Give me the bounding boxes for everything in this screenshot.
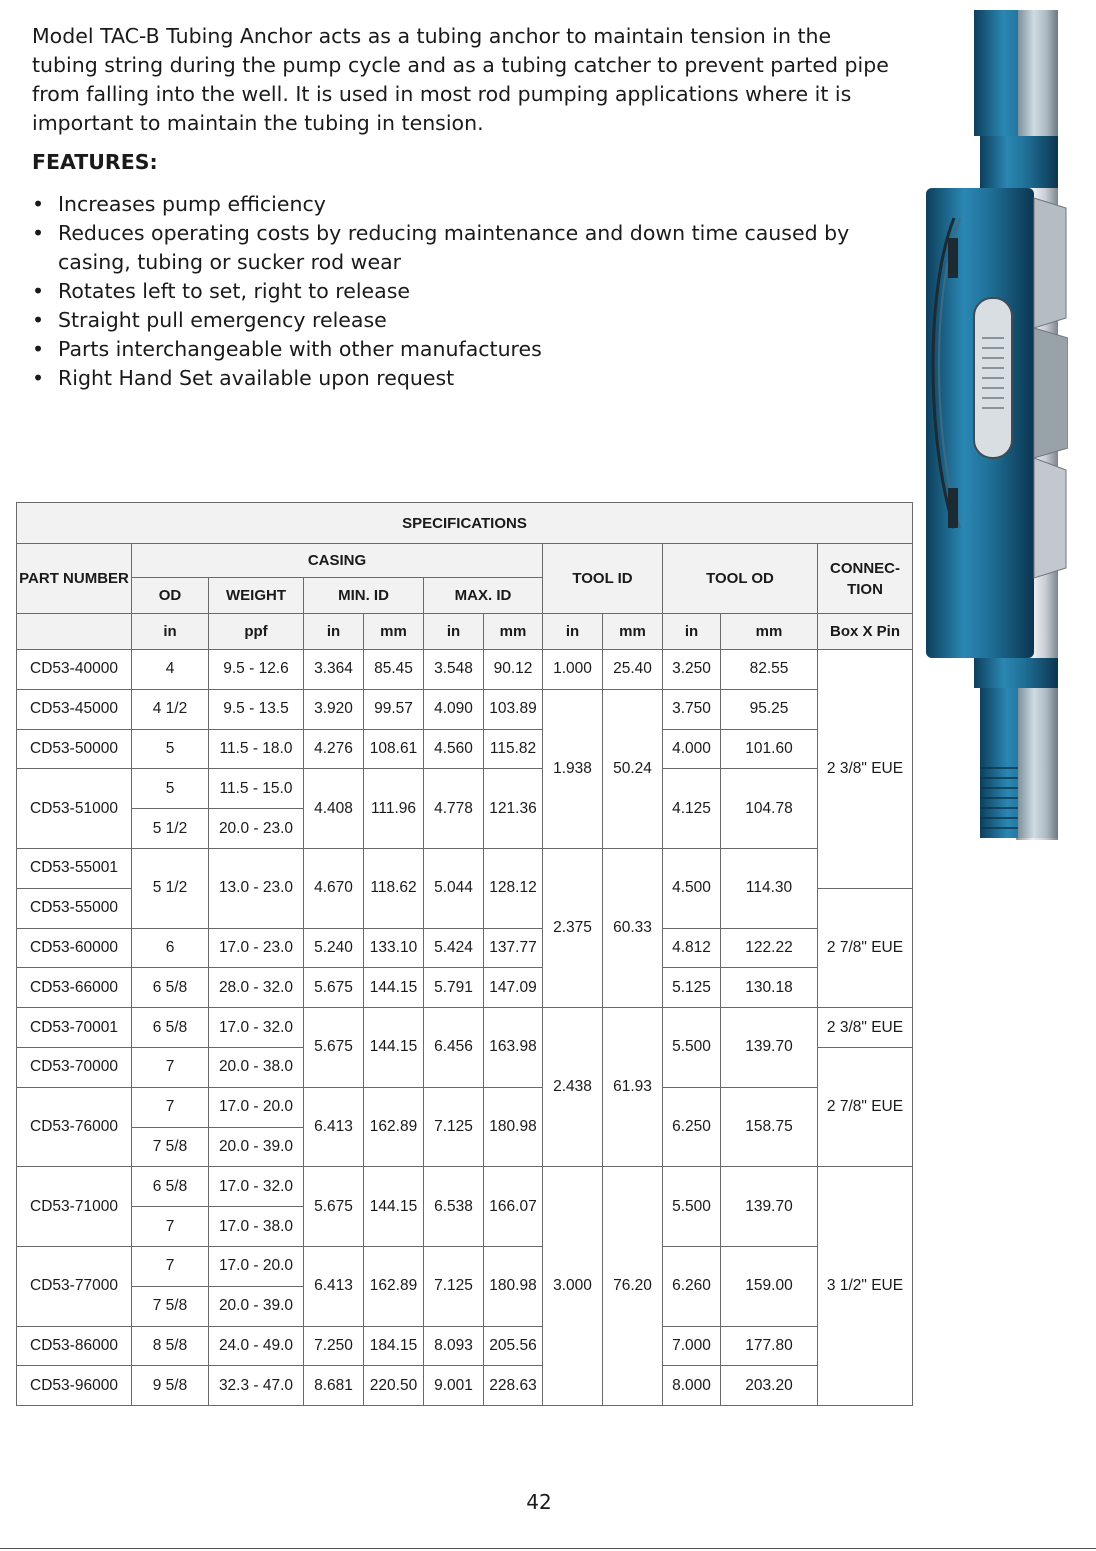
od-header: OD: [132, 578, 209, 614]
unit-connection: Box X Pin: [818, 614, 913, 650]
slip-lower: [1034, 458, 1066, 578]
table-row: [17, 769, 913, 809]
weight-cell: 13.0 - 23.0: [209, 848, 304, 928]
bullet-icon: •: [32, 308, 45, 332]
tool-od-mm-cell: 139.70: [721, 1008, 818, 1088]
min-id-header: MIN. ID: [304, 578, 424, 614]
min-id-mm-cell: 162.89: [364, 1087, 424, 1167]
max-id-in-cell: 4.778: [424, 769, 484, 849]
part-number-cell: CD53-96000: [17, 1366, 132, 1406]
weight-header: WEIGHT: [209, 578, 304, 614]
part-number-cell: CD53-40000: [17, 650, 132, 690]
min-id-mm-cell: 144.15: [364, 968, 424, 1008]
feature-item: [32, 190, 892, 219]
min-id-mm-cell: 144.15: [364, 1167, 424, 1247]
weight-cell: 17.0 - 23.0: [209, 928, 304, 968]
feature-text: Rotates left to set, right to release: [58, 279, 411, 303]
unit-tool-od-mm: mm: [721, 614, 818, 650]
unit-tool-od-in: in: [663, 614, 721, 650]
od-cell: 6 5/8: [132, 968, 209, 1008]
min-id-in-cell: 3.920: [304, 689, 364, 729]
intro-paragraph: Model TAC-B Tubing Anchor acts as a tubing anchor to maintain tension in the tubing string during the pump cycle and as a tubing catcher to prevent parted pipe from falling into the well. It is used in most rod pumping applications where it is important to maintain the tubing in tension.: [32, 24, 889, 135]
weight-cell: 20.0 - 23.0: [209, 809, 304, 849]
max-id-mm-cell: 147.09: [484, 968, 543, 1008]
weight-cell: 17.0 - 20.0: [209, 1246, 304, 1286]
part-number-cell: CD53-51000: [17, 769, 132, 849]
od-cell: 5: [132, 769, 209, 809]
table-title: SPECIFICATIONS: [17, 503, 913, 544]
tool-od-in-cell: 3.250: [663, 650, 721, 690]
max-id-in-cell: 4.090: [424, 689, 484, 729]
od-cell: 7 5/8: [132, 1286, 209, 1326]
part-number-cell: CD53-70000: [17, 1047, 132, 1087]
min-id-mm-cell: 108.61: [364, 729, 424, 769]
tool-id-header: TOOL ID: [543, 544, 663, 614]
tool-od-mm-cell: 203.20: [721, 1366, 818, 1406]
tool-od-header: TOOL OD: [663, 544, 818, 614]
bullet-icon: •: [32, 366, 45, 390]
weight-cell: 9.5 - 12.6: [209, 650, 304, 690]
bullet-icon: •: [32, 279, 45, 303]
part-number-cell: CD53-71000: [17, 1167, 132, 1247]
min-id-mm-cell: 85.45: [364, 650, 424, 690]
od-cell: 7: [132, 1246, 209, 1286]
bullet-icon: •: [32, 337, 45, 361]
weight-cell: 17.0 - 32.0: [209, 1008, 304, 1048]
unit-max-mm: mm: [484, 614, 543, 650]
od-cell: 4 1/2: [132, 689, 209, 729]
min-id-in-cell: 5.675: [304, 1167, 364, 1247]
part-number-cell: CD53-76000: [17, 1087, 132, 1167]
connection-cell: 3 1/2" EUE: [818, 1167, 913, 1406]
bullet-icon: •: [32, 221, 45, 245]
od-cell: 4: [132, 650, 209, 690]
od-cell: 5: [132, 729, 209, 769]
min-id-in-cell: 5.675: [304, 968, 364, 1008]
unit-tool-id-in: in: [543, 614, 603, 650]
max-id-in-cell: 8.093: [424, 1326, 484, 1366]
min-id-in-cell: 4.670: [304, 848, 364, 928]
max-id-mm-cell: 137.77: [484, 928, 543, 968]
tool-od-mm-cell: 159.00: [721, 1246, 818, 1326]
feature-item: [32, 335, 892, 364]
part-number-cell: CD53-55000: [17, 888, 132, 928]
part-number-cell: CD53-66000: [17, 968, 132, 1008]
min-id-mm-cell: 184.15: [364, 1326, 424, 1366]
table-row: [17, 1246, 913, 1286]
tool-od-mm-cell: 122.22: [721, 928, 818, 968]
feature-item: [32, 364, 892, 393]
min-id-mm-cell: 162.89: [364, 1246, 424, 1326]
weight-cell: 17.0 - 38.0: [209, 1207, 304, 1247]
tool-od-in-cell: 5.500: [663, 1167, 721, 1247]
connection-cell: 2 3/8" EUE: [818, 650, 913, 889]
table-row: [17, 848, 913, 888]
max-id-mm-cell: 103.89: [484, 689, 543, 729]
casing-header: CASING: [132, 544, 543, 578]
od-cell: 5 1/2: [132, 809, 209, 849]
slip-upper: [1034, 198, 1066, 328]
max-id-mm-cell: 163.98: [484, 1008, 543, 1088]
tool-od-in-cell: 4.000: [663, 729, 721, 769]
feature-item: [32, 306, 892, 335]
table-row: [17, 1087, 913, 1127]
weight-cell: 24.0 - 49.0: [209, 1326, 304, 1366]
min-id-in-cell: 6.413: [304, 1087, 364, 1167]
page-number: 42: [526, 1490, 552, 1514]
max-id-mm-cell: 128.12: [484, 848, 543, 928]
weight-cell: 20.0 - 39.0: [209, 1286, 304, 1326]
tool-od-in-cell: 7.000: [663, 1326, 721, 1366]
min-id-mm-cell: 99.57: [364, 689, 424, 729]
min-id-mm-cell: 220.50: [364, 1366, 424, 1406]
tool-id-mm-cell: 50.24: [603, 689, 663, 848]
max-id-header: MAX. ID: [424, 578, 543, 614]
tool-od-mm-cell: 114.30: [721, 848, 818, 928]
max-id-in-cell: 5.791: [424, 968, 484, 1008]
table-row: [17, 1008, 913, 1048]
table-row: [17, 650, 913, 690]
min-id-mm-cell: 118.62: [364, 848, 424, 928]
max-id-in-cell: 6.538: [424, 1167, 484, 1247]
tool-od-in-cell: 3.750: [663, 689, 721, 729]
max-id-in-cell: 3.548: [424, 650, 484, 690]
features-heading: FEATURES:: [32, 150, 158, 174]
min-id-in-cell: 5.675: [304, 1008, 364, 1088]
tool-id-mm-cell: 60.33: [603, 848, 663, 1007]
max-id-in-cell: 5.424: [424, 928, 484, 968]
table-row: [17, 689, 913, 729]
part-number-cell: CD53-77000: [17, 1246, 132, 1326]
tubing-anchor-illustration: [918, 8, 1068, 844]
tool-id-in-cell: 1.938: [543, 689, 603, 848]
table-row: [17, 968, 913, 1008]
weight-cell: 20.0 - 39.0: [209, 1127, 304, 1167]
min-id-in-cell: 6.413: [304, 1246, 364, 1326]
weight-cell: 17.0 - 20.0: [209, 1087, 304, 1127]
max-id-mm-cell: 180.98: [484, 1087, 543, 1167]
tool-id-mm-cell: 25.40: [603, 650, 663, 690]
unit-od: in: [132, 614, 209, 650]
max-id-in-cell: 7.125: [424, 1087, 484, 1167]
max-id-in-cell: 5.044: [424, 848, 484, 928]
weight-cell: 20.0 - 38.0: [209, 1047, 304, 1087]
specifications-table: [16, 502, 913, 1406]
table-row: [17, 1366, 913, 1406]
tool-od-mm-cell: 101.60: [721, 729, 818, 769]
table-row: [17, 1326, 913, 1366]
connection-cell: 2 3/8" EUE: [818, 1008, 913, 1048]
min-id-in-cell: 8.681: [304, 1366, 364, 1406]
unit-min-in: in: [304, 614, 364, 650]
table-row: [17, 928, 913, 968]
min-id-in-cell: 4.276: [304, 729, 364, 769]
max-id-in-cell: 9.001: [424, 1366, 484, 1406]
weight-cell: 17.0 - 32.0: [209, 1167, 304, 1207]
tool-id-in-cell: 2.438: [543, 1008, 603, 1167]
min-id-mm-cell: 111.96: [364, 769, 424, 849]
max-id-in-cell: 6.456: [424, 1008, 484, 1088]
tool-id-in-cell: 3.000: [543, 1167, 603, 1406]
unit-min-mm: mm: [364, 614, 424, 650]
weight-cell: 9.5 - 13.5: [209, 689, 304, 729]
max-id-mm-cell: 180.98: [484, 1246, 543, 1326]
tool-od-in-cell: 6.260: [663, 1246, 721, 1326]
tool-od-mm-cell: 130.18: [721, 968, 818, 1008]
table-row: [17, 729, 913, 769]
od-cell: 9 5/8: [132, 1366, 209, 1406]
footer-divider: [0, 1548, 1096, 1549]
min-id-in-cell: 3.364: [304, 650, 364, 690]
max-id-in-cell: 7.125: [424, 1246, 484, 1326]
feature-text: Reduces operating costs by reducing maintenance and down time caused by casing, tubing or sucker rod wear: [58, 221, 850, 274]
max-id-mm-cell: 121.36: [484, 769, 543, 849]
feature-item: [32, 277, 892, 306]
part-number-header: PART NUMBER: [17, 544, 132, 614]
feature-text: Parts interchangeable with other manufactures: [58, 337, 542, 361]
tool-od-mm-cell: 104.78: [721, 769, 818, 849]
tool-od-mm-cell: 177.80: [721, 1326, 818, 1366]
feature-item: [32, 219, 892, 277]
tool-od-mm-cell: 82.55: [721, 650, 818, 690]
max-id-mm-cell: 115.82: [484, 729, 543, 769]
od-cell: 7 5/8: [132, 1127, 209, 1167]
od-cell: 7: [132, 1087, 209, 1127]
part-number-cell: CD53-86000: [17, 1326, 132, 1366]
od-cell: 8 5/8: [132, 1326, 209, 1366]
tool-od-in-cell: 6.250: [663, 1087, 721, 1167]
tool-id-mm-cell: 76.20: [603, 1167, 663, 1406]
part-number-cell: CD53-45000: [17, 689, 132, 729]
max-id-mm-cell: 205.56: [484, 1326, 543, 1366]
tool-id-in-cell: 1.000: [543, 650, 603, 690]
part-number-cell: CD53-50000: [17, 729, 132, 769]
weight-cell: 28.0 - 32.0: [209, 968, 304, 1008]
unit-weight: ppf: [209, 614, 304, 650]
od-cell: 6 5/8: [132, 1167, 209, 1207]
tool-od-mm-cell: 95.25: [721, 689, 818, 729]
slip-middle: [1034, 328, 1068, 458]
weight-cell: 32.3 - 47.0: [209, 1366, 304, 1406]
tool-od-mm-cell: 139.70: [721, 1167, 818, 1247]
min-id-in-cell: 5.240: [304, 928, 364, 968]
max-id-in-cell: 4.560: [424, 729, 484, 769]
od-cell: 6: [132, 928, 209, 968]
part-number-cell: CD53-60000: [17, 928, 132, 968]
weight-cell: 11.5 - 15.0: [209, 769, 304, 809]
max-id-mm-cell: 166.07: [484, 1167, 543, 1247]
od-cell: 5 1/2: [132, 848, 209, 928]
connection-header: CONNEC-TION: [818, 544, 913, 614]
features-list: [32, 190, 892, 393]
feature-text: Right Hand Set available upon request: [58, 366, 455, 390]
unit-tool-id-mm: mm: [603, 614, 663, 650]
od-cell: 7: [132, 1047, 209, 1087]
table-row: [17, 1167, 913, 1207]
unit-max-in: in: [424, 614, 484, 650]
tool-id-in-cell: 2.375: [543, 848, 603, 1007]
min-id-in-cell: 7.250: [304, 1326, 364, 1366]
feature-text: Straight pull emergency release: [58, 308, 387, 332]
tool-od-in-cell: 4.500: [663, 848, 721, 928]
max-id-mm-cell: 90.12: [484, 650, 543, 690]
tool-od-in-cell: 8.000: [663, 1366, 721, 1406]
tool-od-mm-cell: 158.75: [721, 1087, 818, 1167]
max-id-mm-cell: 228.63: [484, 1366, 543, 1406]
connection-cell: 2 7/8" EUE: [818, 888, 913, 1007]
feature-text: Increases pump efficiency: [58, 192, 326, 216]
tool-od-in-cell: 4.125: [663, 769, 721, 849]
part-number-cell: CD53-55001: [17, 848, 132, 888]
tool-od-in-cell: 4.812: [663, 928, 721, 968]
connection-cell: 2 7/8" EUE: [818, 1047, 913, 1166]
min-id-mm-cell: 144.15: [364, 1008, 424, 1088]
tool-od-in-cell: 5.125: [663, 968, 721, 1008]
part-number-cell: CD53-70001: [17, 1008, 132, 1048]
od-cell: 7: [132, 1207, 209, 1247]
bullet-icon: •: [32, 192, 45, 216]
min-id-mm-cell: 133.10: [364, 928, 424, 968]
tool-id-mm-cell: 61.93: [603, 1008, 663, 1167]
tool-od-in-cell: 5.500: [663, 1008, 721, 1088]
min-id-in-cell: 4.408: [304, 769, 364, 849]
od-cell: 6 5/8: [132, 1008, 209, 1048]
weight-cell: 11.5 - 18.0: [209, 729, 304, 769]
unit-part-blank: [17, 614, 132, 650]
